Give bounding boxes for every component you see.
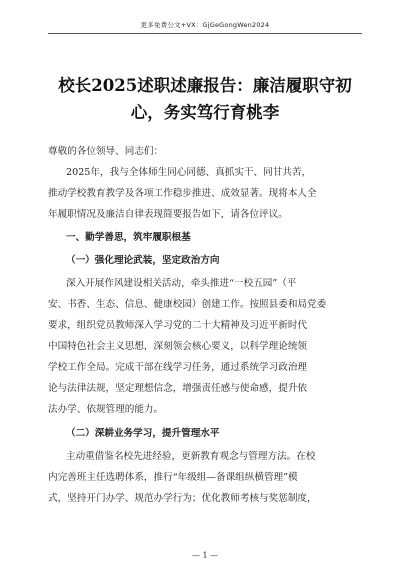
intro-line-3: 年履职情况及廉洁自律表现简要报告如下，请各位评议。 bbox=[48, 209, 288, 220]
para1-line-2: 安、书香、生态、信息、健康校园）创建工作。按照县委和局党委 bbox=[48, 299, 327, 310]
page-number: — 1 — bbox=[191, 551, 219, 560]
title-line-2: 心，务实笃行育桃李 bbox=[130, 103, 280, 122]
para1-line-1: 深入开展作风建设相关活动，牵头推进“一校五园”（平 bbox=[66, 278, 297, 289]
para1-line-5: 学校工作全局。完成干部在线学习任务，通过系统学习政治理 bbox=[48, 362, 308, 373]
para1-line-6: 论与法律法规，坚定理想信念，增强责任感与使命感，提升依 bbox=[48, 383, 308, 394]
intro-line-2: 推动学校教育教学及各项工作稳步推进、成效显著。现将本人全 bbox=[48, 188, 317, 199]
header-divider bbox=[48, 33, 362, 34]
title-line-1: 校长2025述职述廉报告：廉洁履职守初 bbox=[58, 76, 352, 95]
para1-line-7: 法办学、依规管理的能力。 bbox=[48, 404, 164, 415]
header-note: 更多免费公文+VX：GjGeGongWen2024 bbox=[140, 21, 270, 29]
para1-line-3: 要求，组织党员教师深入学习党的二十大精神及习近平新时代 bbox=[48, 320, 308, 331]
para2-line-3: 式，坚持开门办学、规范办学行为；优化教师考核与奖惩制度， bbox=[48, 493, 317, 504]
para1-line-4: 中国特色社会主义思想，深刻领会核心要义，以科学理论统领 bbox=[48, 341, 308, 352]
salutation: 尊敬的各位领导、同志们： bbox=[48, 146, 164, 157]
subsection-heading-1: （一）强化理论武装，坚定政治方向 bbox=[66, 255, 220, 266]
document-title bbox=[52, 72, 358, 126]
intro-line-1: 2025年，我与全体师生同心同德、真抓实干、同甘共苦， bbox=[66, 167, 312, 178]
section-heading-1: 一、勤学善思，筑牢履职根基 bbox=[66, 232, 191, 243]
para2-line-2: 内完善班主任选聘体系，推行“年级组—备课组纵横管理”模 bbox=[48, 472, 298, 483]
para2-line-1: 主动重借鉴名校先进经验，更新教育观念与管理方法。在校 bbox=[66, 451, 316, 462]
subsection-heading-2: （二）深耕业务学习，提升管理水平 bbox=[66, 428, 220, 439]
